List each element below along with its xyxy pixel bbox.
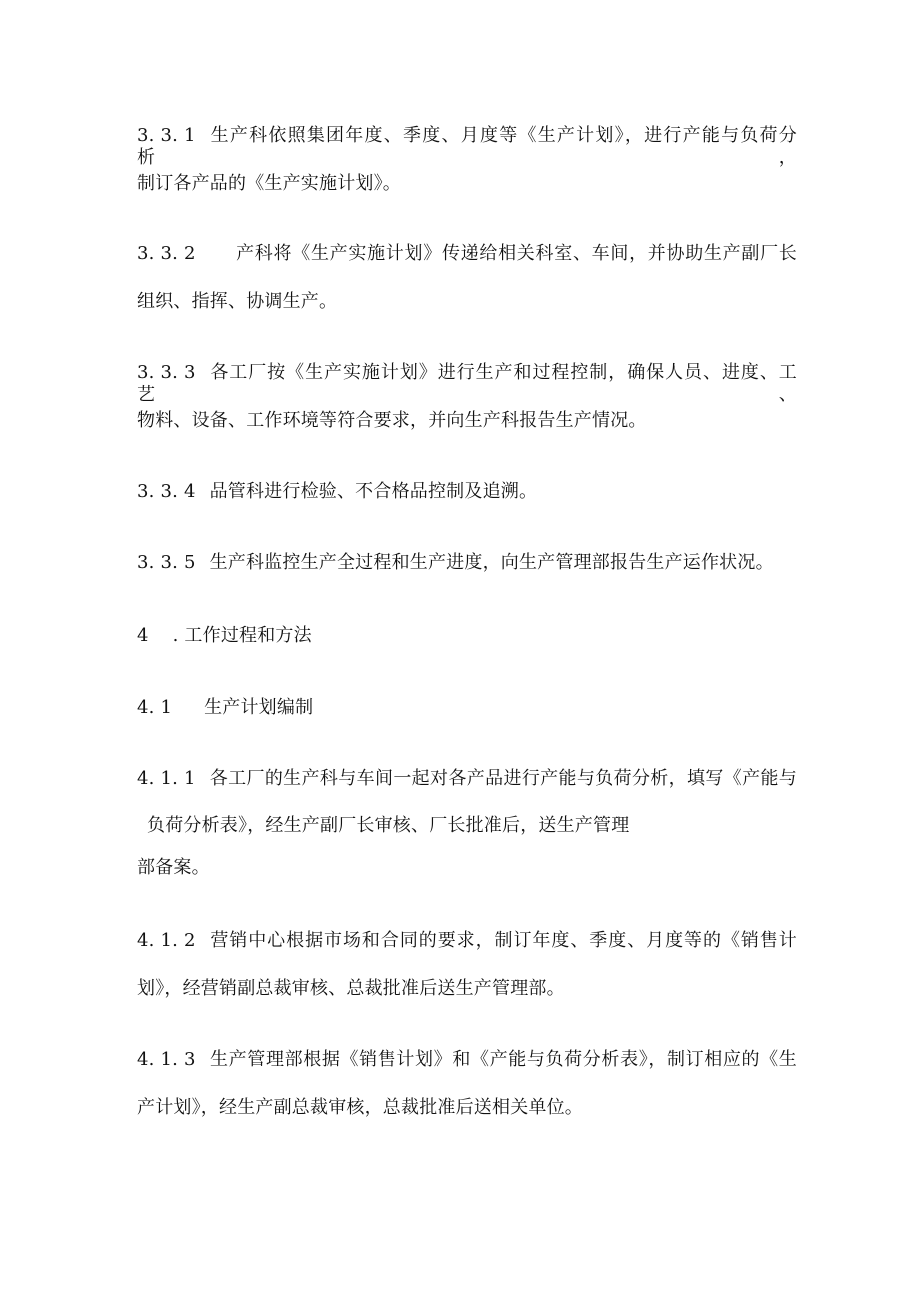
paragraph-text: 产科将《生产实施计划》传递给相关科室、车间，并协助生产副厂长 (236, 243, 797, 264)
section-heading-4-1 (137, 697, 797, 719)
paragraph-text: 生产管理部根据《销售计划》和《产能与负荷分析表》，制订相应的《生 (210, 1049, 798, 1070)
paragraph-3-3-1-line-1 (137, 125, 797, 169)
section-number: 4. 1. 3 (137, 1049, 196, 1070)
paragraph-3-3-2-line-2: 组织、指挥、协调生产。 (137, 291, 338, 312)
section-number: 3. 3. 5 (137, 552, 196, 573)
section-number: 4 (137, 625, 149, 646)
section-number: 4. 1. 1 (137, 768, 196, 789)
paragraph-4-1-2-line-2: 划》，经营销副总裁审核、总裁批准后送生产管理部。 (137, 978, 565, 999)
section-title: 生产计划编制 (204, 697, 314, 718)
paragraph-3-3-3-line-1 (137, 362, 797, 406)
paragraph-text: 各工厂的生产科与车间一起对各产品进行产能与负荷分析，填写《产能与 (209, 768, 798, 789)
section-number: 4. 1. 2 (137, 930, 196, 951)
paragraph-text: 生产科监控生产全过程和生产进度，向生产管理部报告生产运作状况。 (209, 552, 774, 573)
paragraph-text: 各工厂按《生产实施计划》进行生产和过程控制，确保人员、进度、工艺、 (137, 362, 797, 405)
paragraph-4-1-3-line-2: 产计划》，经生产副总裁审核，总裁批准后送相关单位。 (137, 1097, 583, 1118)
section-number: 4. 1 (137, 697, 173, 718)
paragraph-text: 品管科进行检验、不合格品控制及追溯。 (209, 481, 538, 502)
section-heading-4 (137, 625, 797, 647)
paragraph-4-1-3-line-1 (137, 1049, 797, 1071)
section-number: 3. 3. 2 (137, 243, 196, 264)
paragraph-text: 生产科依照集团年度、季度、月度等《生产计划》，进行产能与负荷分析， (137, 125, 798, 168)
paragraph-text: 营销中心根据市场和合同的要求，制订年度、季度、月度等的《销售计 (210, 930, 797, 951)
paragraph-3-3-4 (137, 481, 797, 503)
section-title: . 工作过程和方法 (172, 625, 312, 646)
paragraph-3-3-2-line-1 (137, 243, 797, 265)
paragraph-3-3-1-line-2: 制订各产品的《生产实施计划》。 (137, 173, 401, 194)
section-number: 3. 3. 3 (137, 362, 196, 383)
paragraph-3-3-5 (137, 552, 797, 574)
section-number: 3. 3. 1 (137, 125, 196, 146)
paragraph-4-1-2-line-1 (137, 930, 797, 952)
paragraph-4-1-1-line-3: 部备案。 (137, 857, 210, 878)
section-number: 3. 3. 4 (137, 481, 196, 502)
paragraph-4-1-1-line-2: 负荷分析表》，经生产副厂长审核、厂长批准后，送生产管理 (147, 815, 630, 836)
paragraph-3-3-3-line-2: 物料、设备、工作环境等符合要求，并向生产科报告生产情况。 (137, 410, 647, 431)
paragraph-4-1-1-line-1 (137, 768, 797, 790)
